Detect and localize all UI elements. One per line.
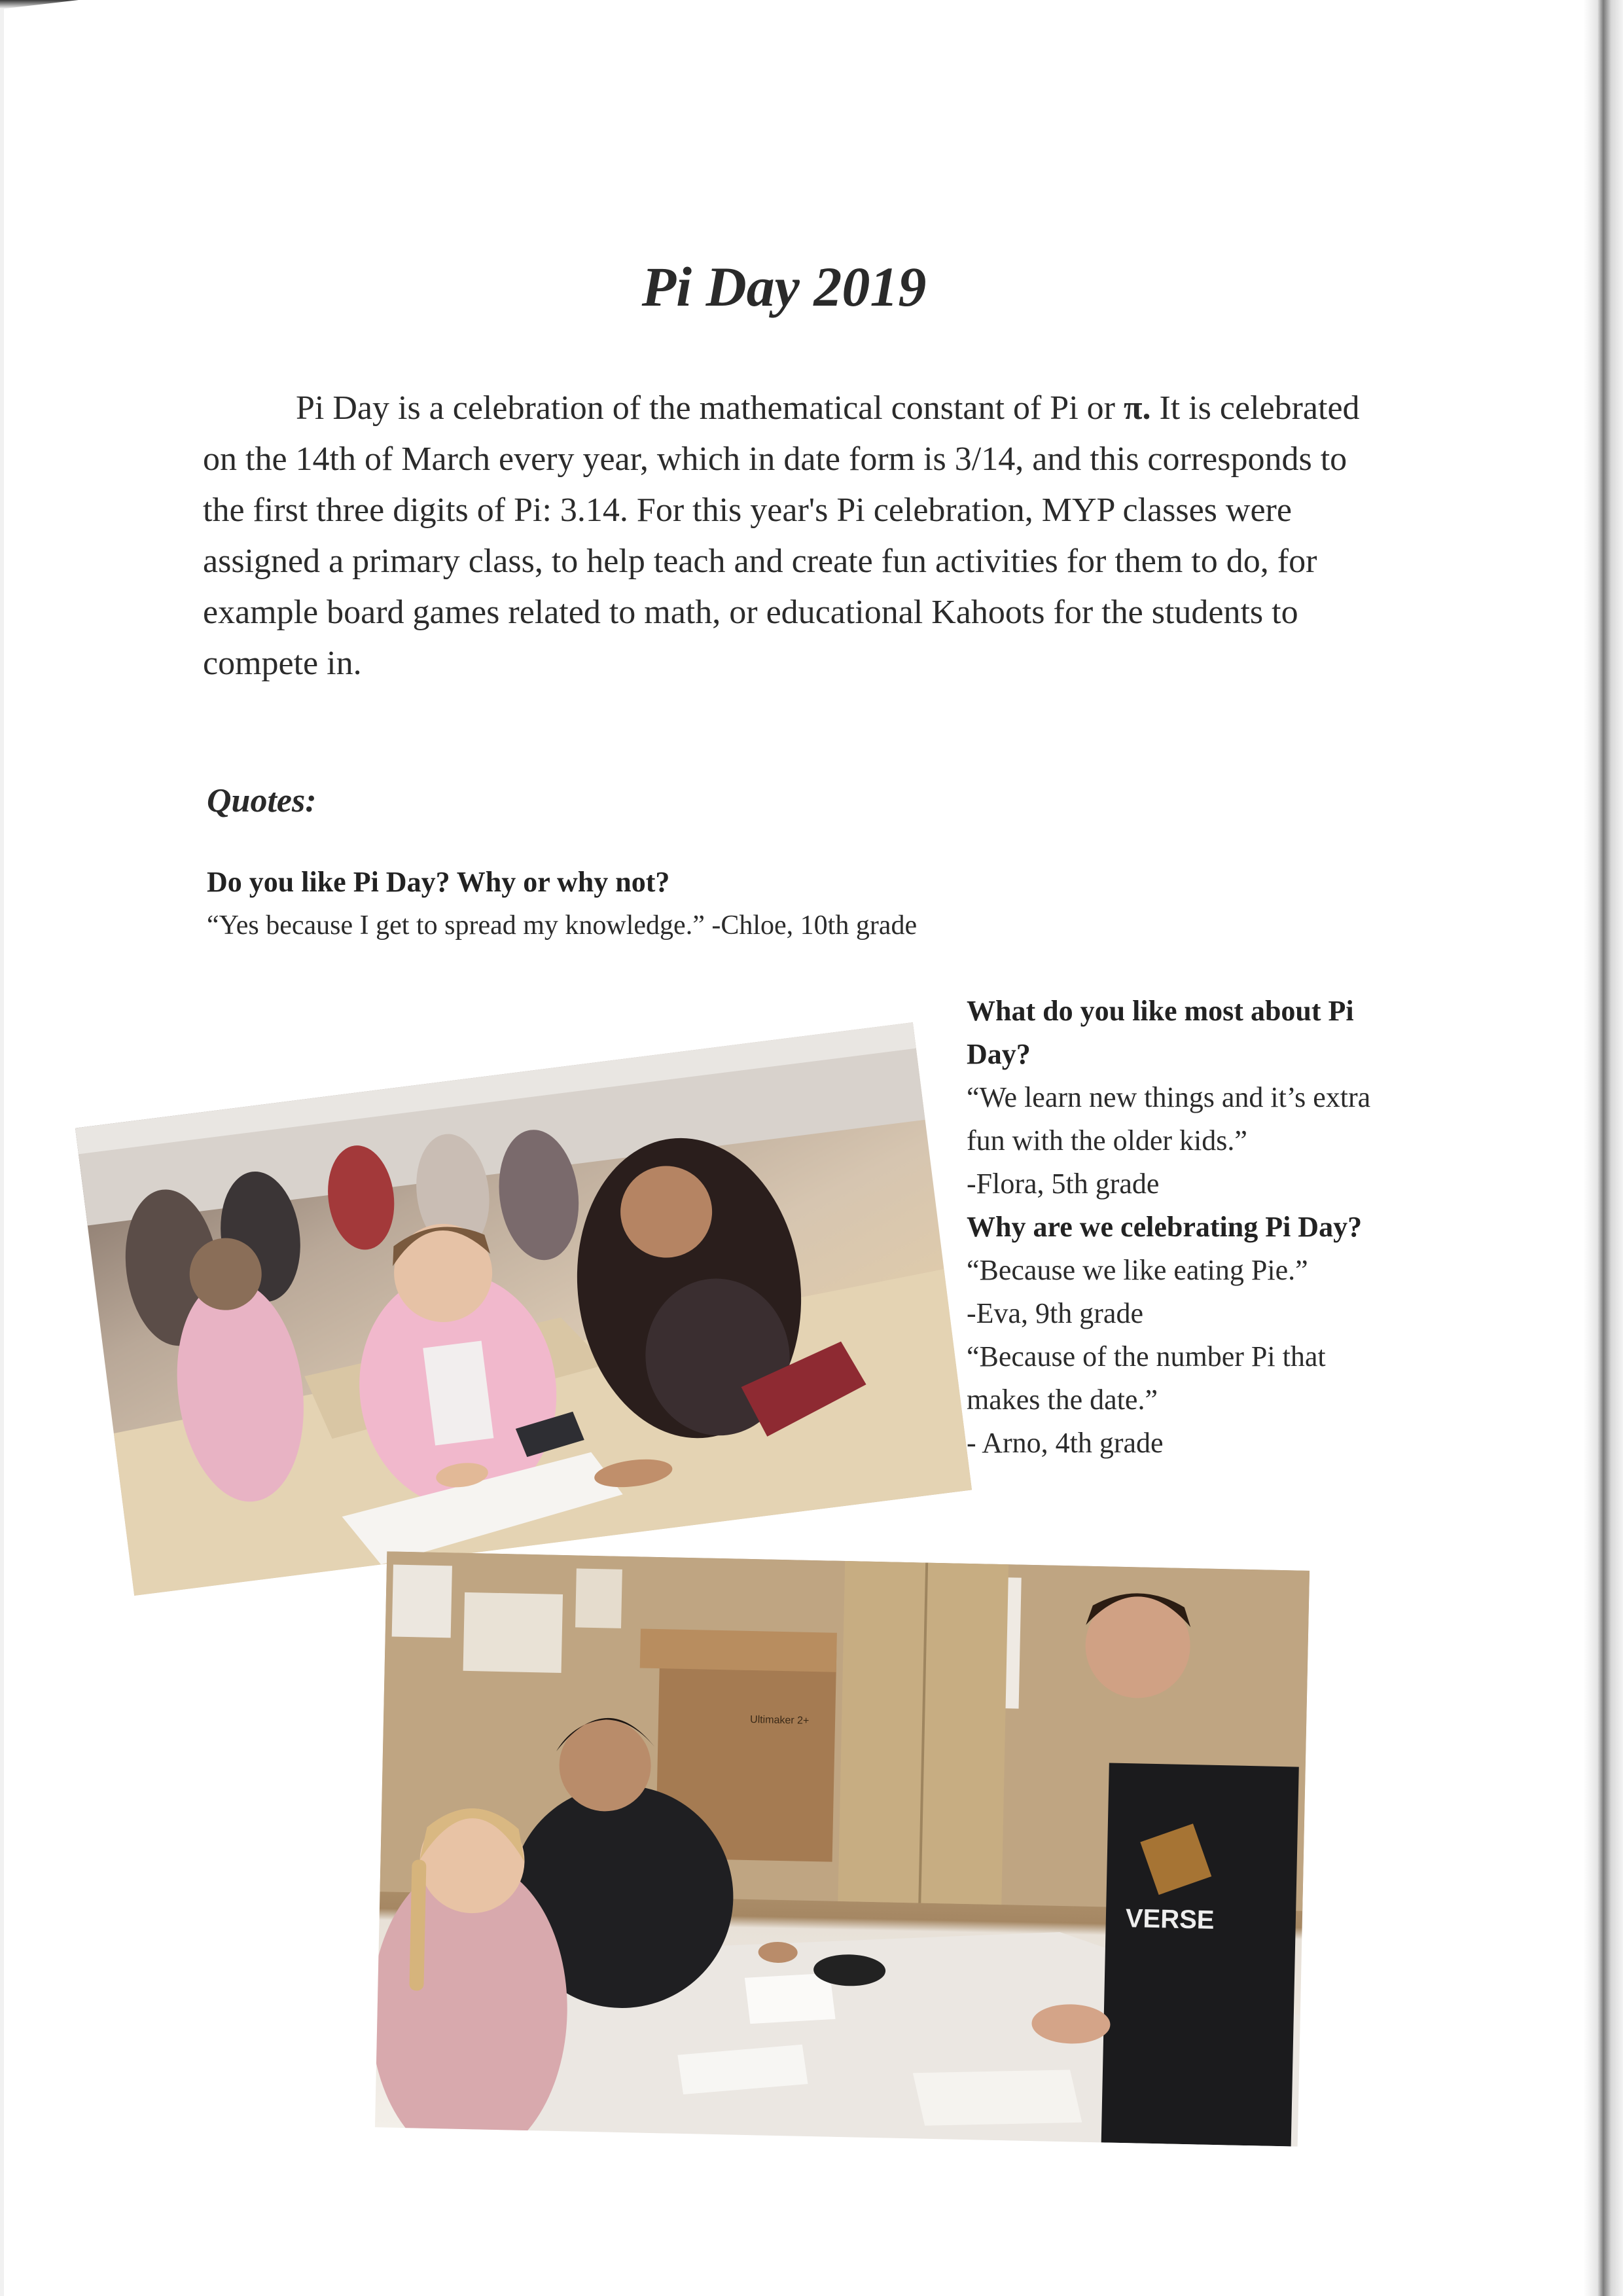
classroom-photo-2-art	[375, 1551, 1310, 2146]
intro-text-after-pi: It is celebrated on the 14th of March every year, which in date form is 3/14, and this corresponds to the first three digits of Pi: 3.14. For this year's Pi celebration, MYP classes were assigned a primary class, to help teach and create fun activities for them to do, for example board games related to math, or educational Kahoots for the students to compete in.	[203, 389, 1360, 682]
quotes-heading: Quotes:	[207, 782, 317, 819]
quote1-answer: “Yes because I get to spread my knowledge.” -Chloe, 10th grade	[207, 910, 918, 941]
side-quotes	[967, 990, 1372, 1465]
classroom-photo-2	[375, 1551, 1310, 2146]
quote3-question: Why are we celebrating Pi Day?	[967, 1211, 1363, 1243]
quote2-question: What do you like most about Pi Day?	[967, 995, 1354, 1070]
pi-symbol: π.	[1123, 389, 1151, 427]
quote3-author-1: -Eva, 9th grade	[967, 1297, 1143, 1329]
quote3-answer-2: “Because of the number Pi that makes the date.”	[967, 1340, 1326, 1416]
scan-edge-right	[1584, 0, 1623, 2296]
scan-edge-left	[0, 0, 4, 2296]
quote1-question: Do you like Pi Day? Why or why not?	[207, 866, 670, 898]
intro-text-before-pi: Pi Day is a celebration of the mathematical constant of Pi or	[296, 389, 1124, 427]
intro-paragraph	[203, 383, 1381, 689]
scan-corner	[0, 0, 79, 9]
quote3-answer-1: “Because we like eating Pie.”	[967, 1254, 1308, 1286]
quote3-author-2: - Arno, 4th grade	[967, 1427, 1164, 1459]
classroom-photo-1-art	[75, 1022, 972, 1596]
quote2-author: -Flora, 5th grade	[967, 1168, 1160, 1200]
classroom-photo-1	[75, 1022, 972, 1596]
page-title: Pi Day 2019	[641, 255, 927, 318]
box-label: Ultimaker 2+	[749, 1714, 810, 1727]
shirt-print: VERSE	[1125, 1904, 1215, 1935]
quote2-answer: “We learn new things and it’s extra fun with the older kids.”	[967, 1081, 1371, 1157]
